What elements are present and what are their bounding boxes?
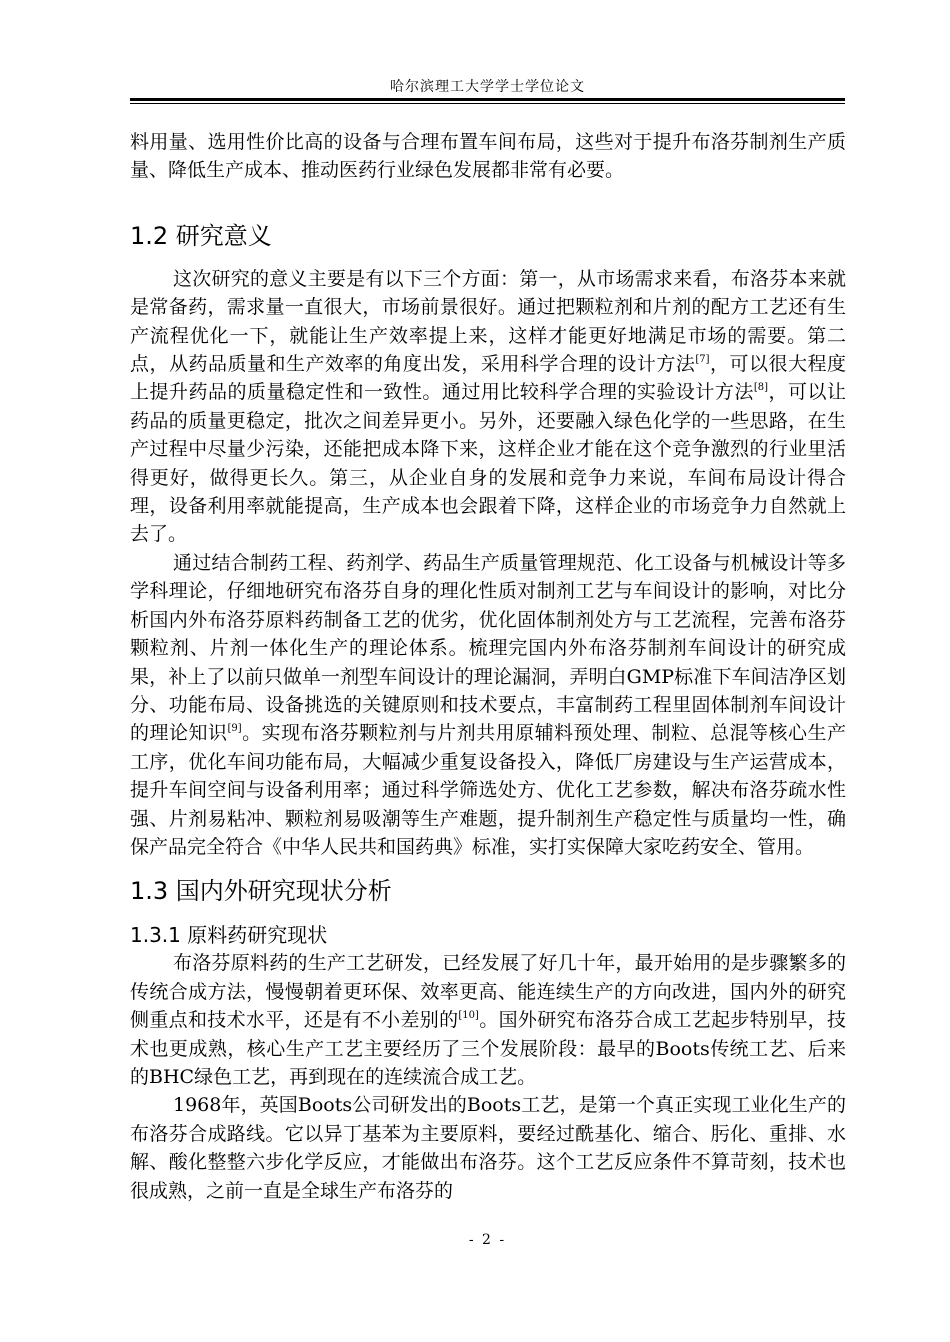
paragraph-api-status-1 bbox=[130, 949, 846, 1091]
section-heading-1-3: 1.3 国内外研究现状分析 bbox=[130, 877, 392, 906]
section-heading-1-2: 1.2 研究意义 bbox=[130, 221, 272, 250]
citation-10: [10] bbox=[458, 1010, 479, 1022]
paragraph-text: ，可以让药品的质量更稳定，批次之间差异更小。另外，还要融入绿色化学的一些思路，在生产过程中尽量少污染，还能把成本降下来，这样企业才能在这个竞争激烈的行业里活得更好，做得更长久。第三，从企业自身的发展和竞争力来说，车间布局设计得合理，设备利用率就能提高，生产成本也会跟着下降，这样企业的市场竞争力自然就上去了。 bbox=[130, 381, 846, 546]
paragraph-text: ，可以很大程度上提升药品的质量稳定性和一致性。通过用比较科学合理的实验设计方法 bbox=[130, 353, 846, 404]
running-header: 哈尔滨理工大学学士学位论文 bbox=[390, 79, 585, 95]
paragraph-text: 。国外研究布洛芬合成工艺起步特别早，技术也更成熟，核心生产工艺主要经历了三个发展阶段：最早的Boots传统工艺、后来的BHC绿色工艺，再到现在的连续流合成工艺。 bbox=[130, 1009, 846, 1088]
paragraph-text: 这次研究的意义主要是有以下三个方面：第一，从市场需求来看，布洛芬本来就是常备药，需求量一直很大，市场前景很好。通过把颗粒剂和片剂的配方工艺还有生产流程优化一下，就能让生产效率提上来，这样才能更好地满足市场的需要。第二点，从药品质量和生产效率的角度出发，采用科学合理的设计方法 bbox=[130, 267, 846, 376]
paragraph-api-status-2: 1968年，英国Boots公司研发出的Boots工艺，是第一个真正实现工业化生产的布洛芬合成路线。它以异丁基苯为主要原料，要经过酰基化、缩合、肟化、重排、水解、酸化整整六步化学反应，才能做出布洛芬。这个工艺反应条件不算苛刻，技术也很成熟，之前一直是全球生产布洛芬的 bbox=[130, 1094, 846, 1202]
paragraph-significance-1 bbox=[130, 265, 846, 549]
page-body bbox=[130, 128, 846, 1205]
paragraph-text: 布洛芬原料药的生产工艺研发，已经发展了好几十年，最开始用的是步骤繁多的传统合成方法，慢慢朝着更环保、效率更高、能连续生产的方向改进，国内外的研究侧重点和技术水平，还是有不小差别的 bbox=[130, 952, 846, 1032]
header-rule-thin bbox=[130, 103, 845, 104]
paragraph-text: 。实现布洛芬颗粒剂与片剂共用原辅料预处理、制粒、总混等核心生产工序，优化车间功能布局，大幅减少重复设备投入，降低厂房建设与生产运营成本，提升车间空间与设备利用率；通过科学筛选处方、优化工艺参数，解决布洛芬疏水性强、片剂易粘冲、颗粒剂易吸潮等生产难题，提升制剂生产稳定性与质量均一性，确保产品完全符合《中华人民共和国药典》标准，实打实保障大家吃药安全、管用。 bbox=[130, 722, 846, 858]
header-rule-thick bbox=[130, 98, 845, 101]
subsection-heading-1-3-1: 1.3.1 原料药研究现状 bbox=[130, 923, 328, 948]
citation-7: [7] bbox=[695, 354, 710, 366]
page-number: - 2 - bbox=[468, 1232, 507, 1248]
citation-9: [9] bbox=[227, 723, 242, 735]
intro-paragraph: 料用量、选用性价比高的设备与合理布置车间布局，这些对于提升布洛芬制剂生产质量、降低生产成本、推动医药行业绿色发展都非常有必要。 bbox=[130, 131, 846, 182]
paragraph-significance-2 bbox=[130, 549, 846, 861]
citation-8: [8] bbox=[753, 382, 768, 394]
paragraph-text: 通过结合制药工程、药剂学、药品生产质量管理规范、化工设备与机械设计等多学科理论，仔细地研究布洛芬自身的理化性质对制剂工艺与车间设计的影响，对比分析国内外布洛芬原料药制备工艺的优劣，优化固体制剂处方与工艺流程，完善布洛芬颗粒剂、片剂一体化生产的理论体系。梳理完国内外布洛芬制剂车间设计的研究成果，补上了以前只做单一剂型车间设计的理论漏洞，弄明白GMP标准下车间洁净区划分、功能布局、设备挑选的关键原则和技术要点，丰富制药工程里固体制剂车间设计的理论知识 bbox=[130, 551, 846, 745]
